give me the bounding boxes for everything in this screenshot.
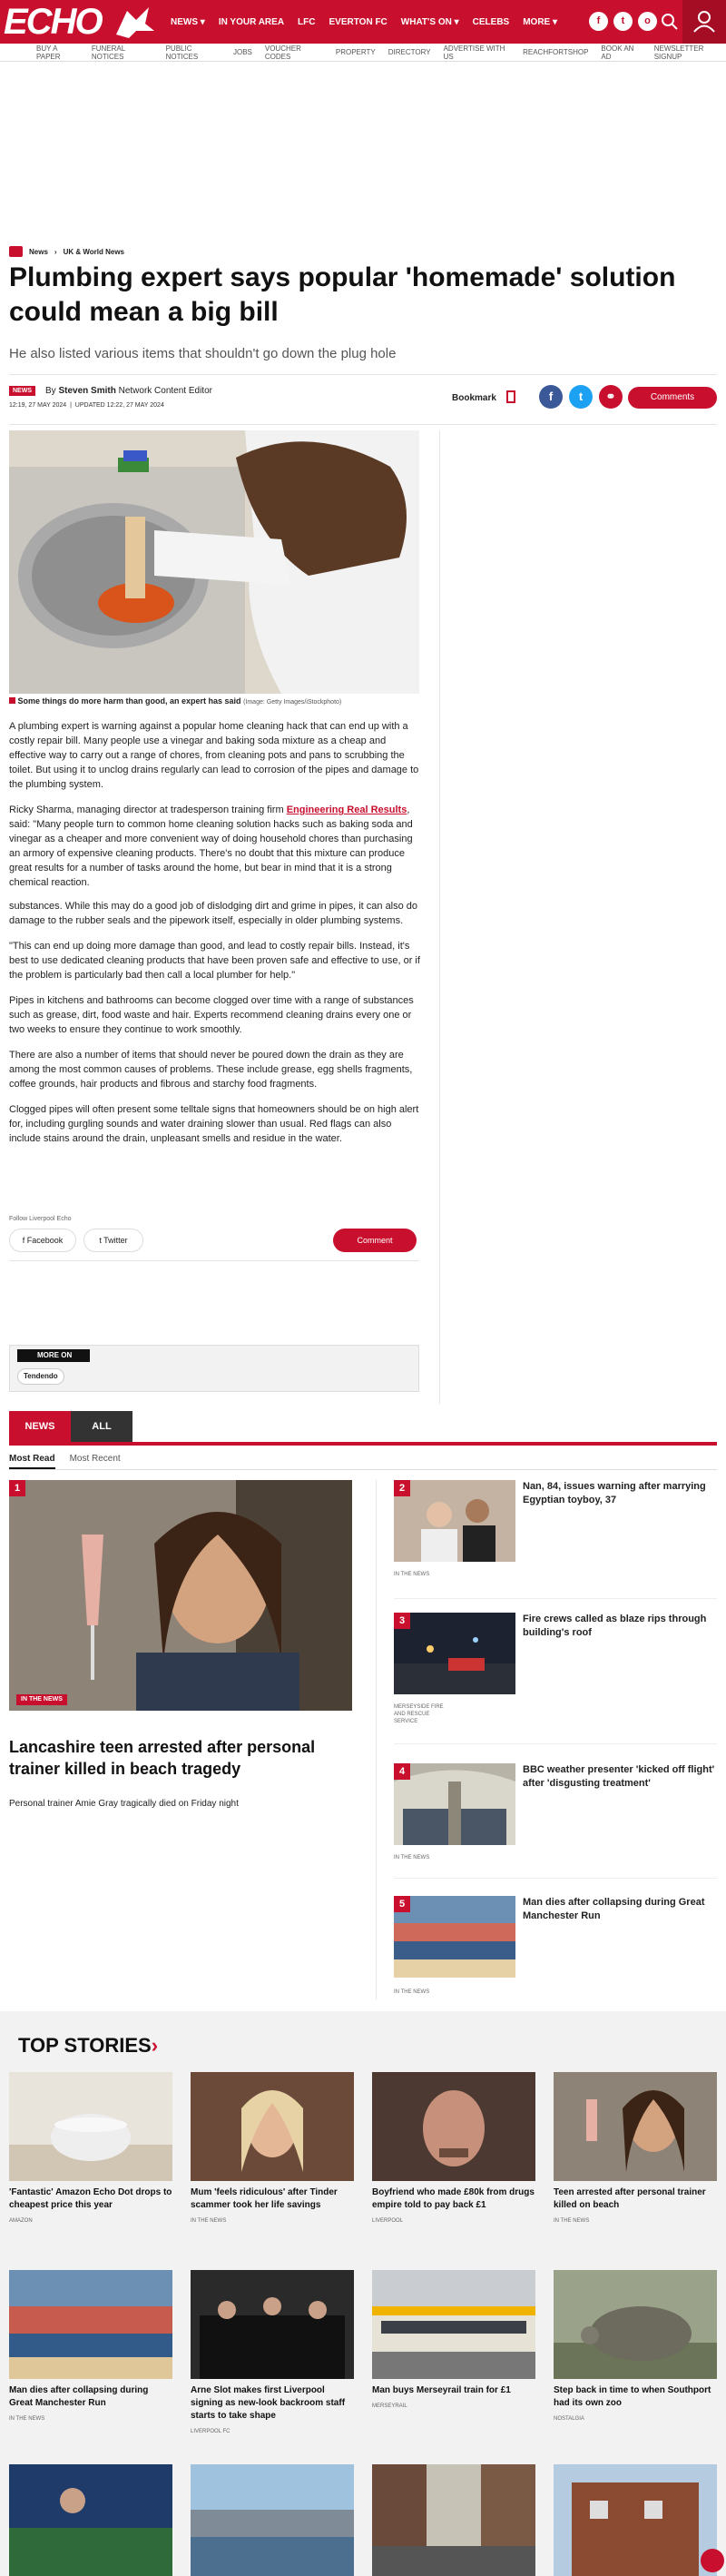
story-card[interactable] (554, 2270, 717, 2423)
card-image (554, 2072, 717, 2181)
nav-whats-on[interactable]: WHAT'S ON ▾ (400, 16, 459, 27)
card-title: Man dies after collapsing during Great Manchester Run (9, 2385, 149, 2408)
subnav-item[interactable]: JOBS (232, 48, 252, 56)
story-card[interactable] (191, 2072, 354, 2225)
story-1-image[interactable] (9, 1480, 352, 1711)
story-card[interactable] (9, 2072, 172, 2225)
main-nav (171, 0, 557, 44)
story-card-image[interactable] (9, 2464, 172, 2576)
liver-bird-icon (109, 4, 160, 40)
updated-date: UPDATED 12:22, 27 MAY 2024 (74, 402, 164, 409)
more-on-label: MORE ON (17, 1349, 90, 1362)
runners-photo (9, 2270, 172, 2379)
facebook-icon[interactable]: f (589, 12, 608, 31)
card-image (191, 2270, 354, 2379)
subnav-item[interactable]: ADVERTISE WITH US (443, 44, 505, 61)
subnav-item[interactable]: FUNERAL NOTICES (91, 44, 125, 61)
news-badge: NEWS (9, 386, 35, 396)
street-photo (372, 2464, 535, 2576)
tortoise-photo (554, 2270, 717, 2379)
story-card-image[interactable] (191, 2464, 354, 2576)
rank-badge: 3 (394, 1613, 410, 1629)
card-tag: IN THE NEWS (191, 2218, 227, 2224)
breadcrumb-news[interactable]: News (29, 247, 48, 256)
tab-most-recent[interactable]: Most Recent (69, 1454, 121, 1464)
card-tag: LIVERPOOL FC (191, 2429, 231, 2434)
subnav-item[interactable]: NEWSLETTER SIGNUP (653, 44, 704, 61)
card-tag: IN THE NEWS (9, 2416, 45, 2422)
story-3-title[interactable]: Fire crews called as blaze rips through building's roof (523, 1614, 707, 1638)
divider (394, 1743, 717, 1744)
story-4-title[interactable]: BBC weather presenter 'kicked off flight' after 'disgusting treatment' (523, 1764, 715, 1789)
rank-badge: 1 (9, 1480, 25, 1496)
woman-portrait (191, 2072, 354, 2181)
top-stories-label: TOP STORIES (18, 2034, 152, 2057)
bookmark-icon[interactable] (506, 390, 515, 403)
byline (45, 386, 212, 396)
divider (394, 1598, 717, 1599)
camera-icon (9, 697, 15, 704)
twitter-icon[interactable]: t (613, 12, 633, 31)
story-1-title[interactable]: Lancashire teen arrested after personal trainer killed in beach tragedy (9, 1738, 316, 1778)
header-social (589, 12, 657, 31)
article-body (9, 719, 423, 1157)
card-tag: NOSTALGIA (554, 2416, 584, 2422)
card-title: Arne Slot makes first Liverpool signing as new-look backroom staff starts to take shape (191, 2385, 346, 2421)
nav-lfc[interactable]: LFC (298, 16, 316, 27)
page-title: Plumbing expert says popular 'homemade' solution could mean a big bill (9, 262, 676, 327)
divider (9, 1260, 419, 1261)
sub-nav (0, 44, 726, 62)
nav-celebs[interactable]: CELEBS (472, 16, 510, 27)
runners-photo (394, 1896, 515, 1978)
story-card[interactable] (372, 2270, 535, 2410)
card-title: 'Fantastic' Amazon Echo Dot drops to cheapest price this year (9, 2187, 172, 2210)
football-photo (9, 2464, 172, 2576)
twitter-icon: t (99, 1236, 104, 1245)
subnav-item[interactable]: BOOK AN AD (601, 44, 634, 61)
paragraph (9, 803, 423, 890)
standfirst: He also listed various items that shouldn't go down the plug hole (9, 346, 397, 361)
user-icon (682, 0, 726, 44)
woman-photo (554, 2072, 717, 2181)
card-tag: IN THE NEWS (554, 2218, 590, 2224)
subnav-item[interactable]: PROPERTY (335, 48, 376, 56)
caption-text: Some things do more harm than good, an expert has said (17, 696, 241, 706)
tab-news[interactable]: NEWS (9, 1411, 71, 1442)
echo-dot-photo (9, 2072, 172, 2181)
paragraph-text: , said: "Many people turn to common home cleaning solution hacks such as baking soda and vinegar as a cheaper and more convenient way of doing household chores than purchasing an armory of expensive cleaning products. There's no doubt that this mixture can produce great results for a number of tasks around the home, but bear in mind that it is a strong chemical reaction. (9, 804, 413, 888)
card-title: Boyfriend who made £80k from drugs empire told to pay back £1 (372, 2187, 535, 2210)
more-on-box (9, 1345, 419, 1392)
story-card[interactable] (191, 2270, 354, 2435)
top-stories-heading[interactable] (18, 2034, 158, 2058)
category-tag[interactable]: IN THE NEWS (394, 1572, 430, 1577)
facebook-label: Facebook (26, 1236, 64, 1245)
nav-in-your-area[interactable]: IN YOUR AREA (218, 16, 285, 27)
nav-everton[interactable]: EVERTON FC (329, 16, 388, 27)
search-icon[interactable] (661, 13, 679, 31)
echo-logo[interactable]: ECHO (4, 2, 102, 42)
caption-credit: (Image: Getty Images/iStockphoto) (243, 699, 342, 706)
story-5-image[interactable] (394, 1896, 515, 1978)
story-2-title[interactable]: Nan, 84, issues warning after marrying Egyptian toyboy, 37 (523, 1481, 706, 1505)
card-image (191, 2072, 354, 2181)
camera-floating-button[interactable] (701, 2549, 724, 2572)
card-image (9, 2072, 172, 2181)
column-divider (439, 430, 440, 1404)
story-card-image[interactable] (372, 2464, 535, 2576)
fire-night-photo (394, 1613, 515, 1694)
group-photo (191, 2270, 354, 2379)
category-tag[interactable]: IN THE NEWS (16, 1694, 67, 1705)
timestamp: 12:19, 27 MAY 2024 | UPDATED 12:22, 27 MAY 2024 (9, 402, 164, 409)
tab-all[interactable]: ALL (71, 1411, 132, 1442)
card-image (372, 2072, 535, 2181)
chevron-right-icon: › (151, 2034, 159, 2057)
engineering-real-results-link[interactable]: Engineering Real Results (286, 804, 407, 815)
twitter-label: Twitter (103, 1236, 128, 1245)
site-header (0, 0, 726, 44)
paragraph: substances. While this may do a good job of dislodging dirt and grime in pipes, it can also do damage to the rubber seals and the pipework itself, especially in older plumbing systems. (9, 901, 418, 926)
breadcrumb-uk-world[interactable]: UK & World News (63, 247, 124, 256)
card-title: Mum 'feels ridiculous' after Tinder scammer took her life savings (191, 2187, 338, 2210)
follow-facebook-button[interactable] (9, 1229, 76, 1252)
couple-photo (394, 1480, 515, 1562)
story-4-image[interactable] (394, 1763, 515, 1845)
waterfront-photo (191, 2464, 354, 2576)
published-date: 12:19, 27 MAY 2024 (9, 402, 67, 409)
card-image (9, 2270, 172, 2379)
subnav-item[interactable]: BUY A PAPER (36, 44, 61, 61)
subnav-item[interactable]: REACHFORTSHOP (523, 48, 589, 56)
subnav-item[interactable]: PUBLIC NOTICES (165, 44, 199, 61)
echo-mini-icon (9, 246, 23, 257)
paragraph: Pipes in kitchens and bathrooms can become clogged over time with a range of substances such as grease, dirt, food waste and hair. Experts recommend cleaning drains every one or two weeks to ensure they continue to work smoothly. (9, 995, 414, 1035)
comments-button[interactable]: Comments (628, 387, 717, 409)
rank-badge: 2 (394, 1480, 410, 1496)
author-role: Network Content Editor (118, 386, 212, 396)
news-tabs (9, 1411, 132, 1442)
comment-button[interactable]: Comment (333, 1229, 417, 1252)
mugshot-photo (372, 2072, 535, 2181)
story-2-image[interactable] (394, 1480, 515, 1562)
card-tag: AMAZON (9, 2218, 33, 2224)
follow-label: Follow Liverpool Echo (9, 1216, 72, 1222)
train-photo (372, 2270, 535, 2379)
building-photo (554, 2464, 717, 2576)
story-card-image[interactable] (554, 2464, 717, 2576)
paragraph: Clogged pipes will often present some telltale signs that homeowners should be on high alert for, including gurgling sounds and water draining slower than usual. Red flags can also include stains around the drain, unpleasant smells and residue in the water. (9, 1104, 419, 1144)
breadcrumb (9, 246, 124, 257)
rank-badge: 5 (394, 1896, 410, 1912)
rank-badge: 4 (394, 1763, 410, 1780)
story-1-summary: Personal trainer Amie Gray tragically died on Friday night (9, 1799, 239, 1809)
card-image (372, 2270, 535, 2379)
bookmark-button[interactable]: Bookmark (452, 393, 496, 403)
breadcrumb-separator: › (54, 247, 57, 256)
article-image (9, 430, 419, 694)
most-tabs (9, 1451, 121, 1470)
by-label: By (45, 386, 56, 396)
share-buttons (539, 385, 623, 409)
story-card[interactable] (554, 2072, 717, 2225)
column-divider (376, 1480, 377, 1999)
author-link[interactable]: Steven Smith (58, 386, 116, 396)
tab-bar (9, 1442, 717, 1446)
paragraph: A plumbing expert is warning against a popular home cleaning hack that can end up with a costly repair bill. Many people use a vinegar and baking soda mixture as a cheap and effective way to carry out a range of chores, from cleaning pots and pans to scrubbing the toilet. But using it to unclog drains regularly can lead to corrosion of the pipes and damage to the plumbing system. (9, 721, 419, 790)
category-tag[interactable]: IN THE NEWS (394, 1989, 430, 1995)
story-3-image[interactable] (394, 1613, 515, 1694)
paragraph: There are also a number of items that should never be poured down the drain as they are among the most common causes of problems. These include grease, egg shells fragments, coffee grounds, hair products and fibrous and starchy food fragments. (9, 1050, 413, 1090)
share-facebook-icon[interactable]: f (539, 385, 563, 409)
plane-cabin-photo (394, 1763, 515, 1845)
card-title: Teen arrested after personal trainer killed on beach (554, 2187, 706, 2210)
topic-tag[interactable]: Tendendo (17, 1368, 64, 1385)
category-tag[interactable]: IN THE NEWS (394, 1855, 430, 1860)
share-twitter-icon[interactable]: t (569, 385, 593, 409)
facebook-icon: f (22, 1236, 27, 1245)
image-caption (9, 696, 341, 706)
tab-most-read[interactable]: Most Read (9, 1451, 55, 1470)
divider (9, 1469, 717, 1470)
card-tag: LIVERPOOL (372, 2218, 404, 2224)
instagram-icon[interactable]: o (638, 12, 657, 31)
paragraph-text: Ricky Sharma, managing director at tradesperson training firm (9, 804, 287, 815)
share-link-icon[interactable]: ⚭ (599, 385, 623, 409)
card-tag: MERSEYRAIL (372, 2403, 407, 2409)
byline-bar (9, 374, 717, 425)
category-tag[interactable]: MERSEYSIDE FIRE AND RESCUE SERVICE (394, 1704, 444, 1724)
sink-plunger-illustration (9, 430, 419, 694)
nav-news[interactable]: NEWS ▾ (171, 16, 205, 27)
story-5-title[interactable]: Man dies after collapsing during Great Manchester Run (523, 1897, 705, 1921)
account-button[interactable] (682, 0, 726, 44)
card-image (554, 2270, 717, 2379)
nav-more[interactable]: MORE ▾ (523, 16, 558, 27)
subnav-item[interactable]: DIRECTORY (388, 48, 431, 56)
story-card[interactable] (372, 2072, 535, 2225)
story-card[interactable] (9, 2270, 172, 2423)
woman-photo (9, 1480, 352, 1711)
follow-twitter-button[interactable] (83, 1229, 143, 1252)
paragraph: "This can end up doing more damage than good, and lead to costly repair bills. Instead, it's best to use dedicated cleaning products that have been proven safe and effective to use, or if the problem is particularly bad then call a local plumber for help." (9, 941, 420, 981)
divider (394, 1878, 717, 1879)
subnav-item[interactable]: VOUCHER CODES (264, 44, 301, 61)
card-title: Step back in time to when Southport had its own zoo (554, 2385, 711, 2408)
card-title: Man buys Merseyrail train for £1 (372, 2385, 511, 2395)
